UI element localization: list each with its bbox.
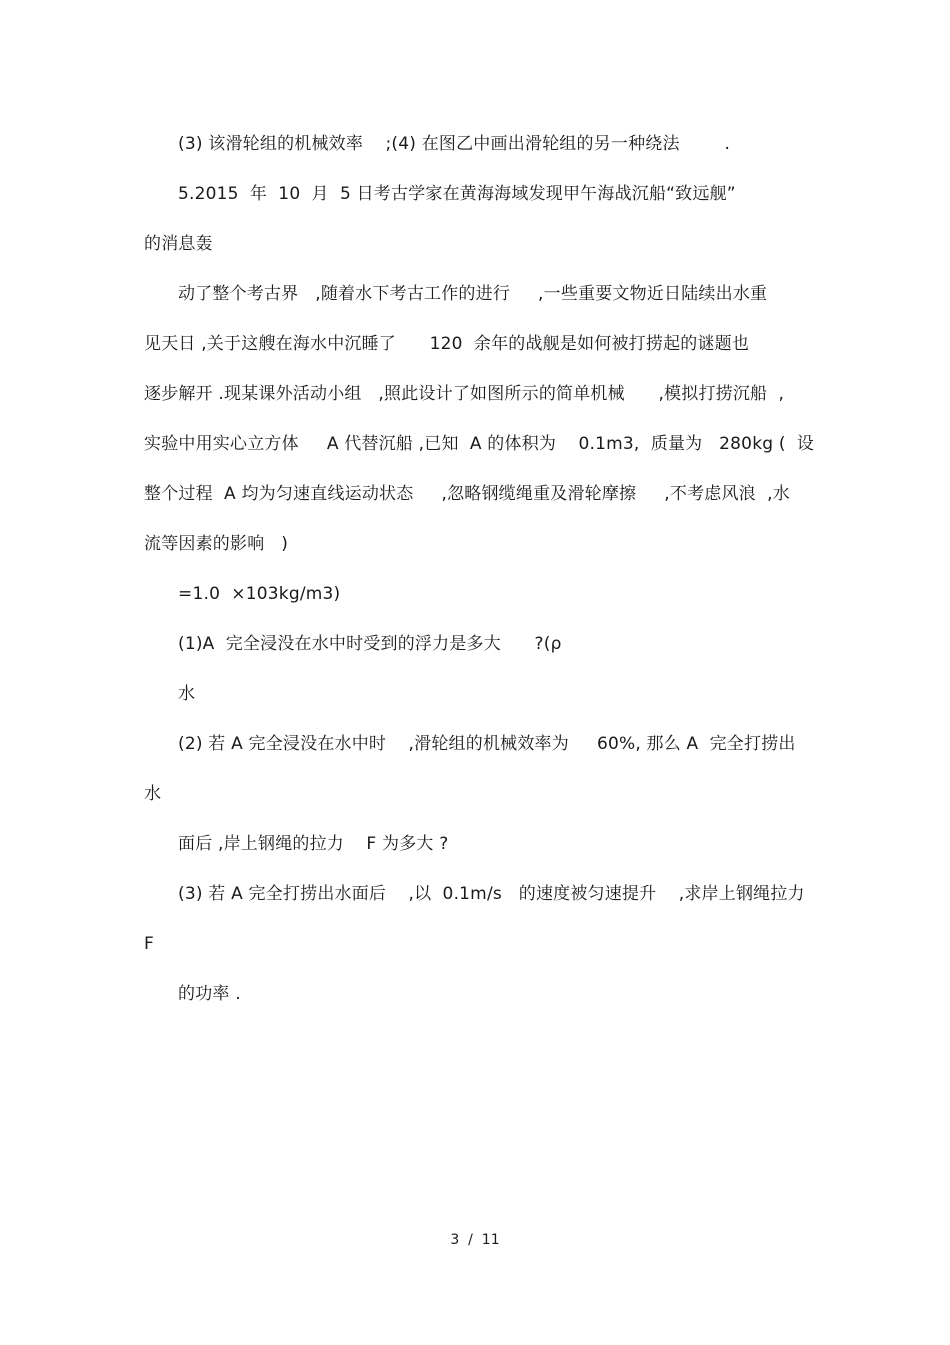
text-line-10: =1.0 ×103kg/m3) <box>178 584 341 604</box>
text-line-15: 面后 ,岸上钢绳的拉力 F 为多大 ? <box>178 834 449 854</box>
text-line-7: 实验中用实心立方体 A 代替沉船 ,已知 A 的体积为 0.1m3, 质量为 280kg ( 设 <box>144 434 815 454</box>
text-line-6: 逐步解开 .现某课外活动小组 ,照此设计了如图所示的简单机械 ,模拟打捞沉船 , <box>144 384 785 404</box>
text-line-18: 的功率 . <box>178 984 241 1004</box>
text-line-2: 5.2015 年 10 月 5 日考古学家在黄海海域发现甲午海战沉船“致远舰” <box>178 184 736 204</box>
text-line-11: (1)A 完全浸没在水中时受到的浮力是多大 ?(ρ <box>178 634 562 654</box>
text-line-9: 流等因素的影响 ) <box>144 534 289 554</box>
text-line-13: (2) 若 A 完全浸没在水中时 ,滑轮组的机械效率为 60%, 那么 A 完全打捞出 <box>178 734 796 754</box>
text-line-12: 水 <box>178 684 196 704</box>
text-line-1: (3) 该滑轮组的机械效率 ;(4) 在图乙中画出滑轮组的另一种绕法 . <box>178 134 731 154</box>
text-line-17: F <box>144 934 154 954</box>
text-line-4: 动了整个考古界 ,随着水下考古工作的进行 ,一些重要文物近日陆续出水重 <box>178 284 768 304</box>
text-line-16: (3) 若 A 完全打捞出水面后 ,以 0.1m/s 的速度被匀速提升 ,求岸上钢绳拉力 <box>178 884 805 904</box>
text-line-14: 水 <box>144 784 162 804</box>
text-line-8: 整个过程 A 均为匀速直线运动状态 ,忽略钢缆绳重及滑轮摩擦 ,不考虑风浪 ,水 <box>144 484 790 504</box>
page-number: 3 / 11 <box>450 1232 500 1248</box>
text-line-5: 见天日 ,关于这艘在海水中沉睡了 120 余年的战舰是如何被打捞起的谜题也 <box>144 334 750 354</box>
text-line-3: 的消息轰 <box>144 234 213 254</box>
